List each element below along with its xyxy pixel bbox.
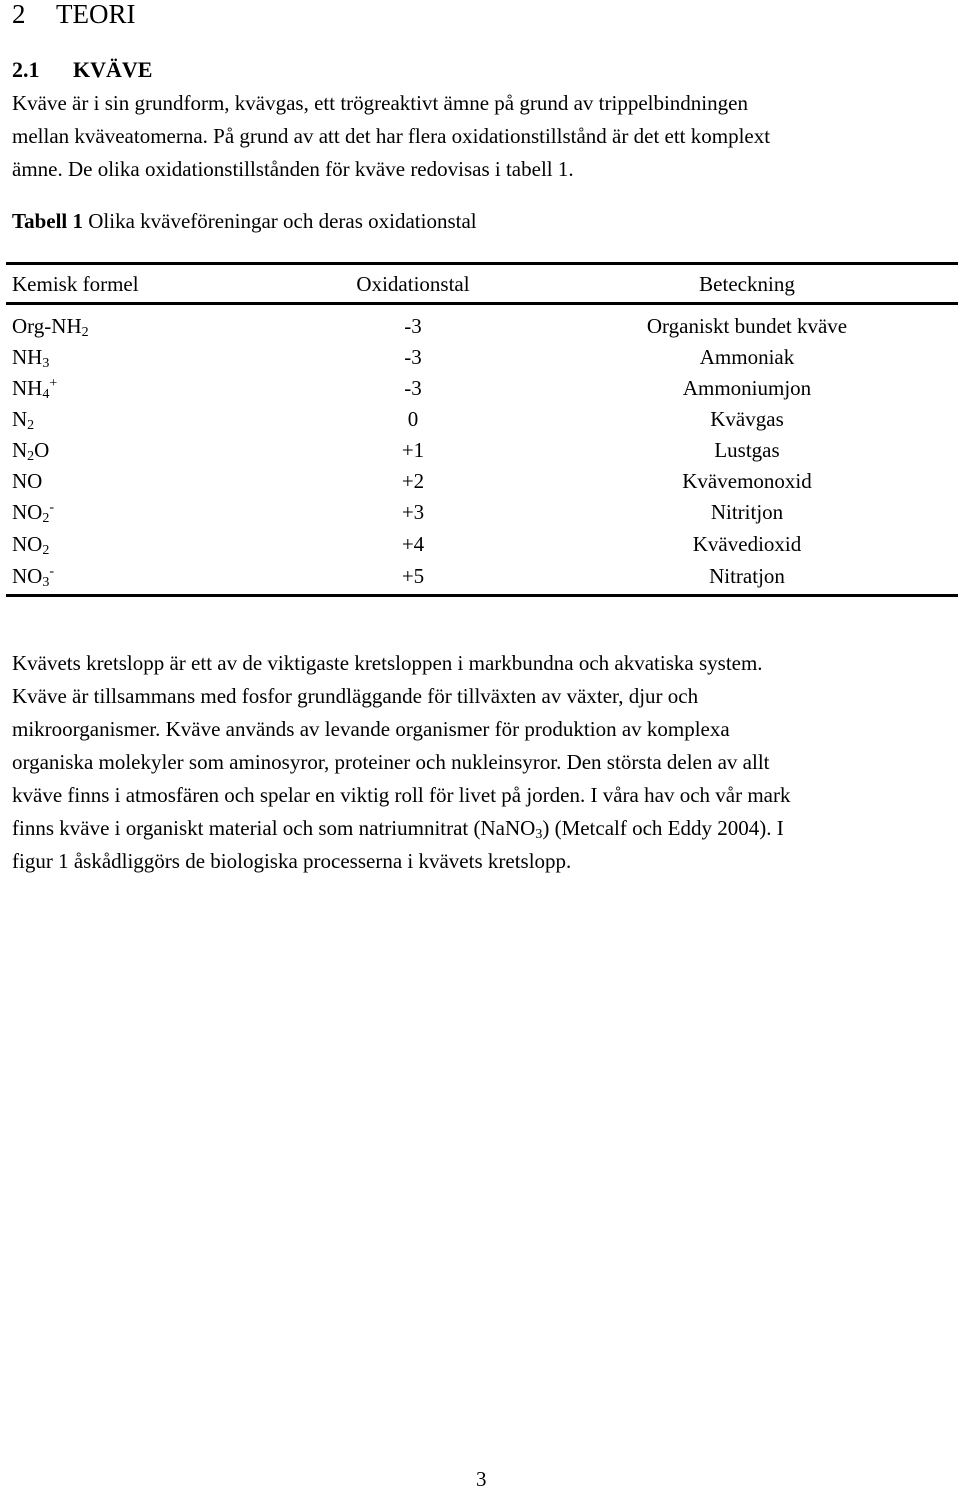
formula-cell	[12, 404, 34, 435]
body-line: kväve finns i atmosfären och spelar en viktig roll för livet på jorden. I våra hav och vår mark	[12, 783, 791, 807]
chapter-number: 2	[12, 0, 26, 29]
table-row	[0, 466, 960, 497]
formula-cell	[12, 373, 57, 404]
table-header-name: Beteckning	[699, 272, 795, 296]
name-cell: Kvävgas	[710, 407, 784, 431]
chapter-title: TEORI	[56, 0, 136, 29]
formula-base: NO	[12, 500, 43, 524]
oxidation-cell: -3	[404, 376, 422, 400]
body-paragraph	[12, 647, 790, 878]
formula-cell	[12, 435, 49, 466]
oxidation-cell: -3	[404, 345, 422, 369]
body-line: mikroorganismer. Kväve används av levande organismer för produktion av komplexa	[12, 717, 730, 741]
name-cell: Organiskt bundet kväve	[646, 314, 848, 338]
body-line: Kväve är tillsammans med fosfor grundläggande för tillväxten av växter, djur och	[12, 684, 699, 708]
table-caption-text: Olika kväveföreningar och deras oxidationstal	[83, 209, 477, 233]
table-row	[0, 311, 960, 342]
formula-base: NH	[12, 345, 43, 369]
table-row	[0, 435, 960, 466]
body-line: Kvävets kretslopp är ett av de viktigaste kretsloppen i markbundna och akvatiska system.	[12, 651, 763, 675]
table-header-rule	[6, 302, 958, 305]
formula-base: N	[12, 438, 28, 462]
table-caption-label: Tabell 1	[12, 209, 83, 233]
body-line-sub: 3	[535, 827, 543, 842]
table-bottom-rule	[6, 594, 958, 597]
body-line: organiska molekyler som aminosyror, proteiner och nukleinsyror. Den största delen av allt	[12, 750, 770, 774]
oxidation-cell: +1	[401, 438, 425, 462]
formula-sub: 3	[42, 356, 50, 371]
table-top-rule	[6, 262, 958, 265]
table-header-oxidation: Oxidationstal	[356, 272, 470, 296]
formula-base: N	[12, 407, 28, 431]
oxidation-cell: 0	[407, 407, 419, 431]
table-row	[0, 497, 960, 528]
section-heading	[12, 56, 152, 84]
name-cell: Kvävemonoxid	[682, 469, 812, 493]
intro-line: Kväve är i sin grundform, kvävgas, ett trögreaktivt ämne på grund av trippelbindningen	[12, 91, 748, 115]
formula-sub: 4	[42, 387, 50, 402]
oxidation-cell: +2	[401, 469, 425, 493]
name-cell: Nitratjon	[709, 564, 785, 588]
name-cell: Ammoniak	[699, 345, 795, 369]
intro-paragraph	[12, 87, 770, 186]
formula-tail: O	[34, 438, 50, 462]
name-cell: Kvävedioxid	[692, 532, 802, 556]
body-line-text: finns kväve i organiskt material och som natriumnitrat (NaNO	[12, 816, 536, 840]
formula-cell	[12, 561, 54, 592]
page-number: 3	[476, 1467, 487, 1491]
chapter-heading	[12, 0, 135, 30]
table-caption	[12, 206, 477, 236]
name-cell: Nitritjon	[710, 500, 784, 524]
formula-sub: 2	[27, 449, 35, 464]
oxidation-cell: +4	[401, 532, 425, 556]
oxidation-cell: +5	[401, 564, 425, 588]
body-line-text: ) (Metcalf och Eddy 2004). I	[542, 816, 784, 840]
formula-sup: +	[49, 376, 58, 391]
name-cell: Ammoniumjon	[682, 376, 812, 400]
formula-base: NO	[12, 532, 43, 556]
table-row	[0, 373, 960, 404]
intro-line: ämne. De olika oxidationstillstånden för kväve redovisas i tabell 1.	[12, 157, 574, 181]
formula-sup: -	[49, 500, 55, 515]
section-title: KVÄVE	[73, 57, 153, 82]
formula-cell	[12, 529, 49, 560]
formula-sup: -	[49, 564, 55, 579]
body-line	[12, 812, 790, 845]
formula-cell	[12, 497, 54, 528]
formula-sub: 2	[27, 418, 35, 433]
oxidation-cell: -3	[404, 314, 422, 338]
table-header-formula: Kemisk formel	[12, 272, 139, 296]
formula-base: NO	[12, 469, 43, 493]
formula-sub: 3	[42, 575, 50, 590]
formula-cell	[12, 342, 49, 373]
formula-cell	[12, 311, 89, 342]
body-line: figur 1 åskådliggörs de biologiska processerna i kvävets kretslopp.	[12, 849, 572, 873]
table-row	[0, 404, 960, 435]
table-row	[0, 529, 960, 560]
formula-sub: 2	[42, 511, 50, 526]
table-row	[0, 561, 960, 592]
formula-base: Org-NH	[12, 314, 82, 338]
formula-base: NH	[12, 376, 43, 400]
oxidation-cell: +3	[401, 500, 425, 524]
formula-cell	[12, 466, 42, 497]
section-number: 2.1	[12, 57, 40, 82]
name-cell: Lustgas	[714, 438, 780, 462]
formula-sub: 2	[42, 543, 50, 558]
formula-sub: 2	[81, 325, 89, 340]
table-row	[0, 342, 960, 373]
intro-line: mellan kväveatomerna. På grund av att det har flera oxidationstillstånd är det ett komplext	[12, 124, 771, 148]
formula-base: NO	[12, 564, 43, 588]
